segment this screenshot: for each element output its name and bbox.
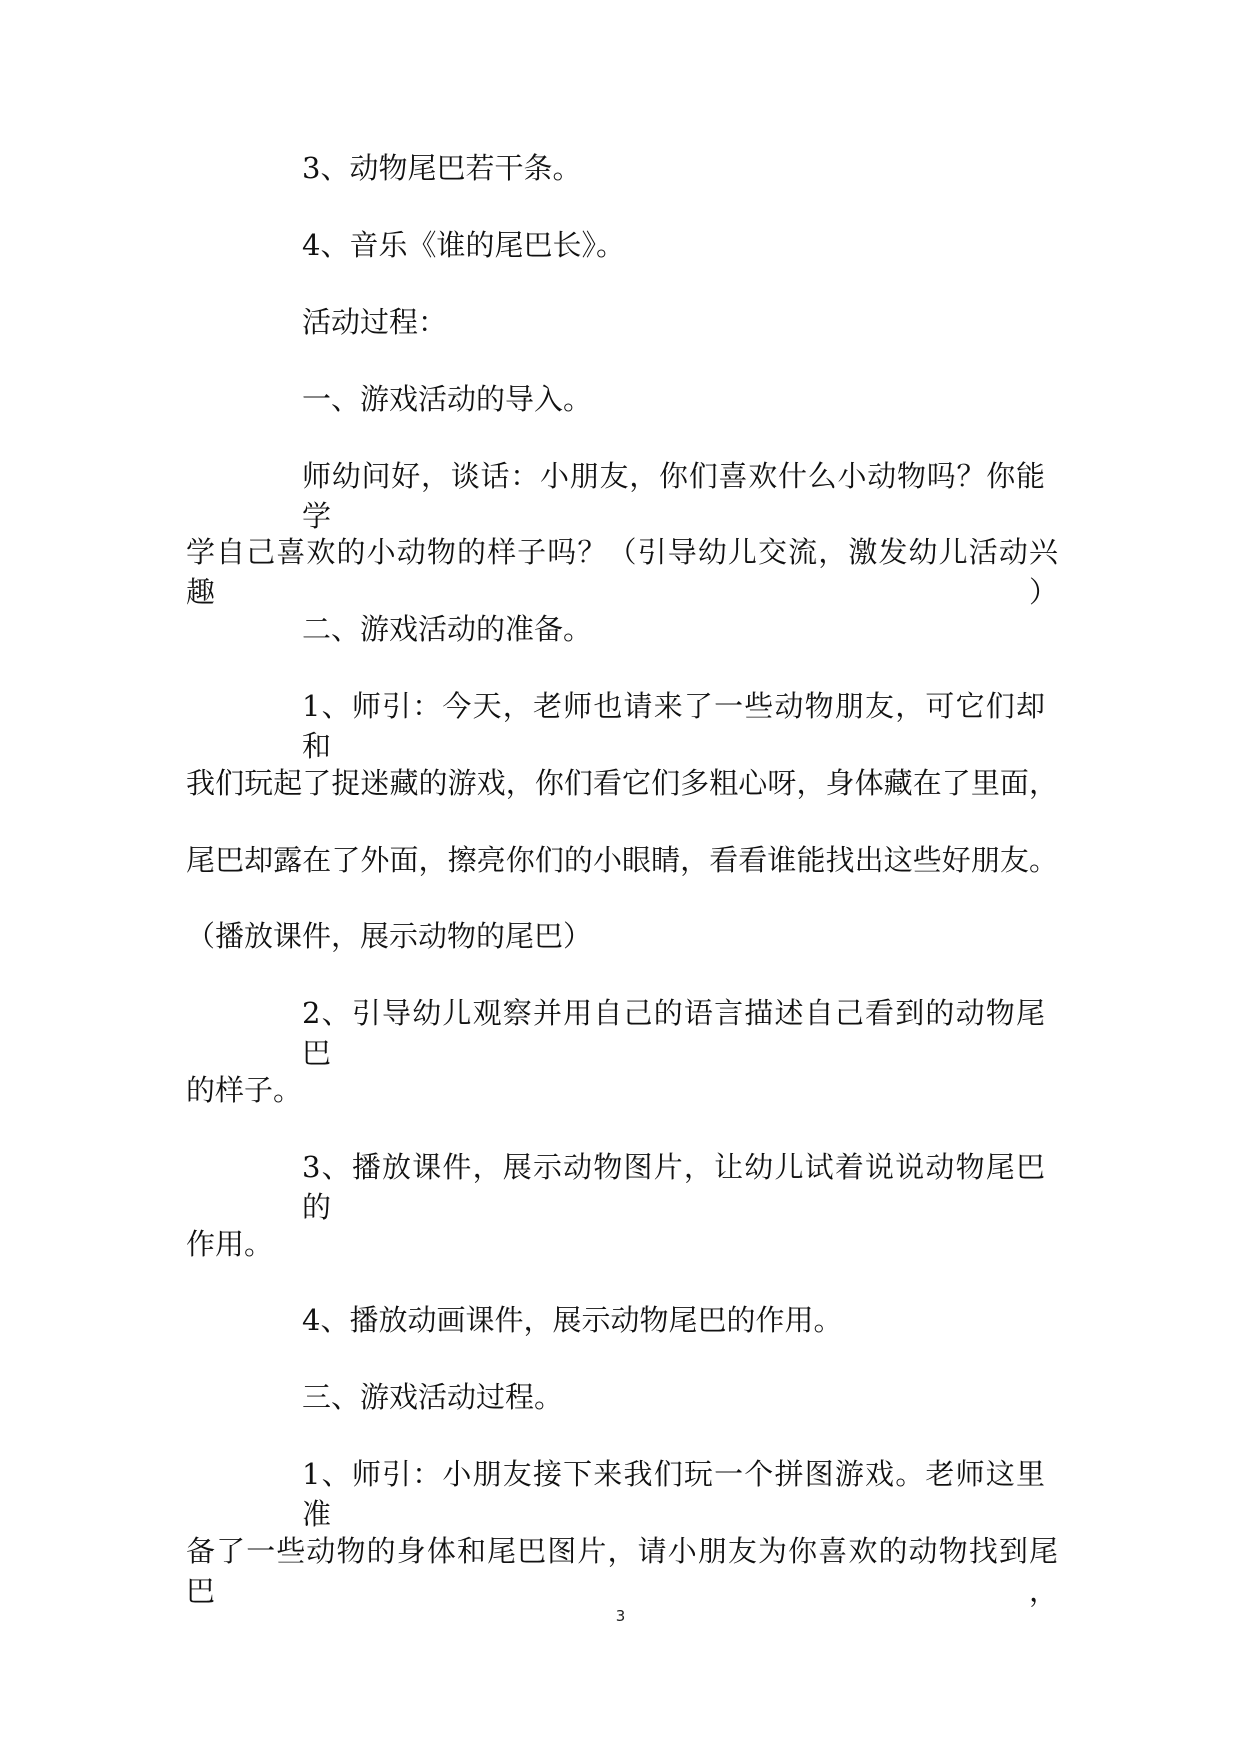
section-heading-game-process: 三、游戏活动过程。 [302, 1380, 564, 1414]
paragraph-line: 师幼问好，谈话：小朋友，你们喜欢什么小动物吗？你能学 [302, 459, 1045, 533]
paragraph-line: 1、师引：小朋友接下来我们玩一个拼图游戏。老师这里准 [302, 1457, 1045, 1531]
section-heading-process: 活动过程： [302, 305, 448, 339]
page-number: 3 [615, 1607, 626, 1625]
paragraph-line: 尾巴却露在了外面，擦亮你们的小眼睛，看看谁能找出这些好朋友。 [186, 843, 1058, 877]
paragraph-line: 作用。 [186, 1227, 274, 1261]
paragraph-line: 4、播放动画课件，展示动物尾巴的作用。 [302, 1303, 843, 1337]
list-item-music: 4、音乐《谁的尾巴长》。 [302, 228, 625, 262]
list-item-tails: 3、动物尾巴若干条。 [302, 151, 582, 185]
paragraph-line: 1、师引：今天，老师也请来了一些动物朋友，可它们却和 [302, 689, 1045, 763]
paragraph-line: 的样子。 [186, 1073, 303, 1107]
paragraph-line: 备了一些动物的身体和尾巴图片，请小朋友为你喜欢的动物找到尾巴， [186, 1534, 1058, 1608]
paragraph-line: （播放课件，展示动物的尾巴） [186, 919, 593, 953]
paragraph-line: 我们玩起了捉迷藏的游戏，你们看它们多粗心呀，身体藏在了里面， [186, 766, 1058, 800]
paragraph-line: 学自己喜欢的小动物的样子吗？（引导幼儿交流，激发幼儿活动兴趣） [186, 535, 1058, 609]
paragraph-line: 2、引导幼儿观察并用自己的语言描述自己看到的动物尾巴 [302, 996, 1045, 1070]
section-heading-preparation: 二、游戏活动的准备。 [302, 612, 593, 646]
paragraph-line: 3、播放课件，展示动物图片，让幼儿试着说说动物尾巴的 [302, 1150, 1045, 1224]
section-heading-intro: 一、游戏活动的导入。 [302, 382, 593, 416]
